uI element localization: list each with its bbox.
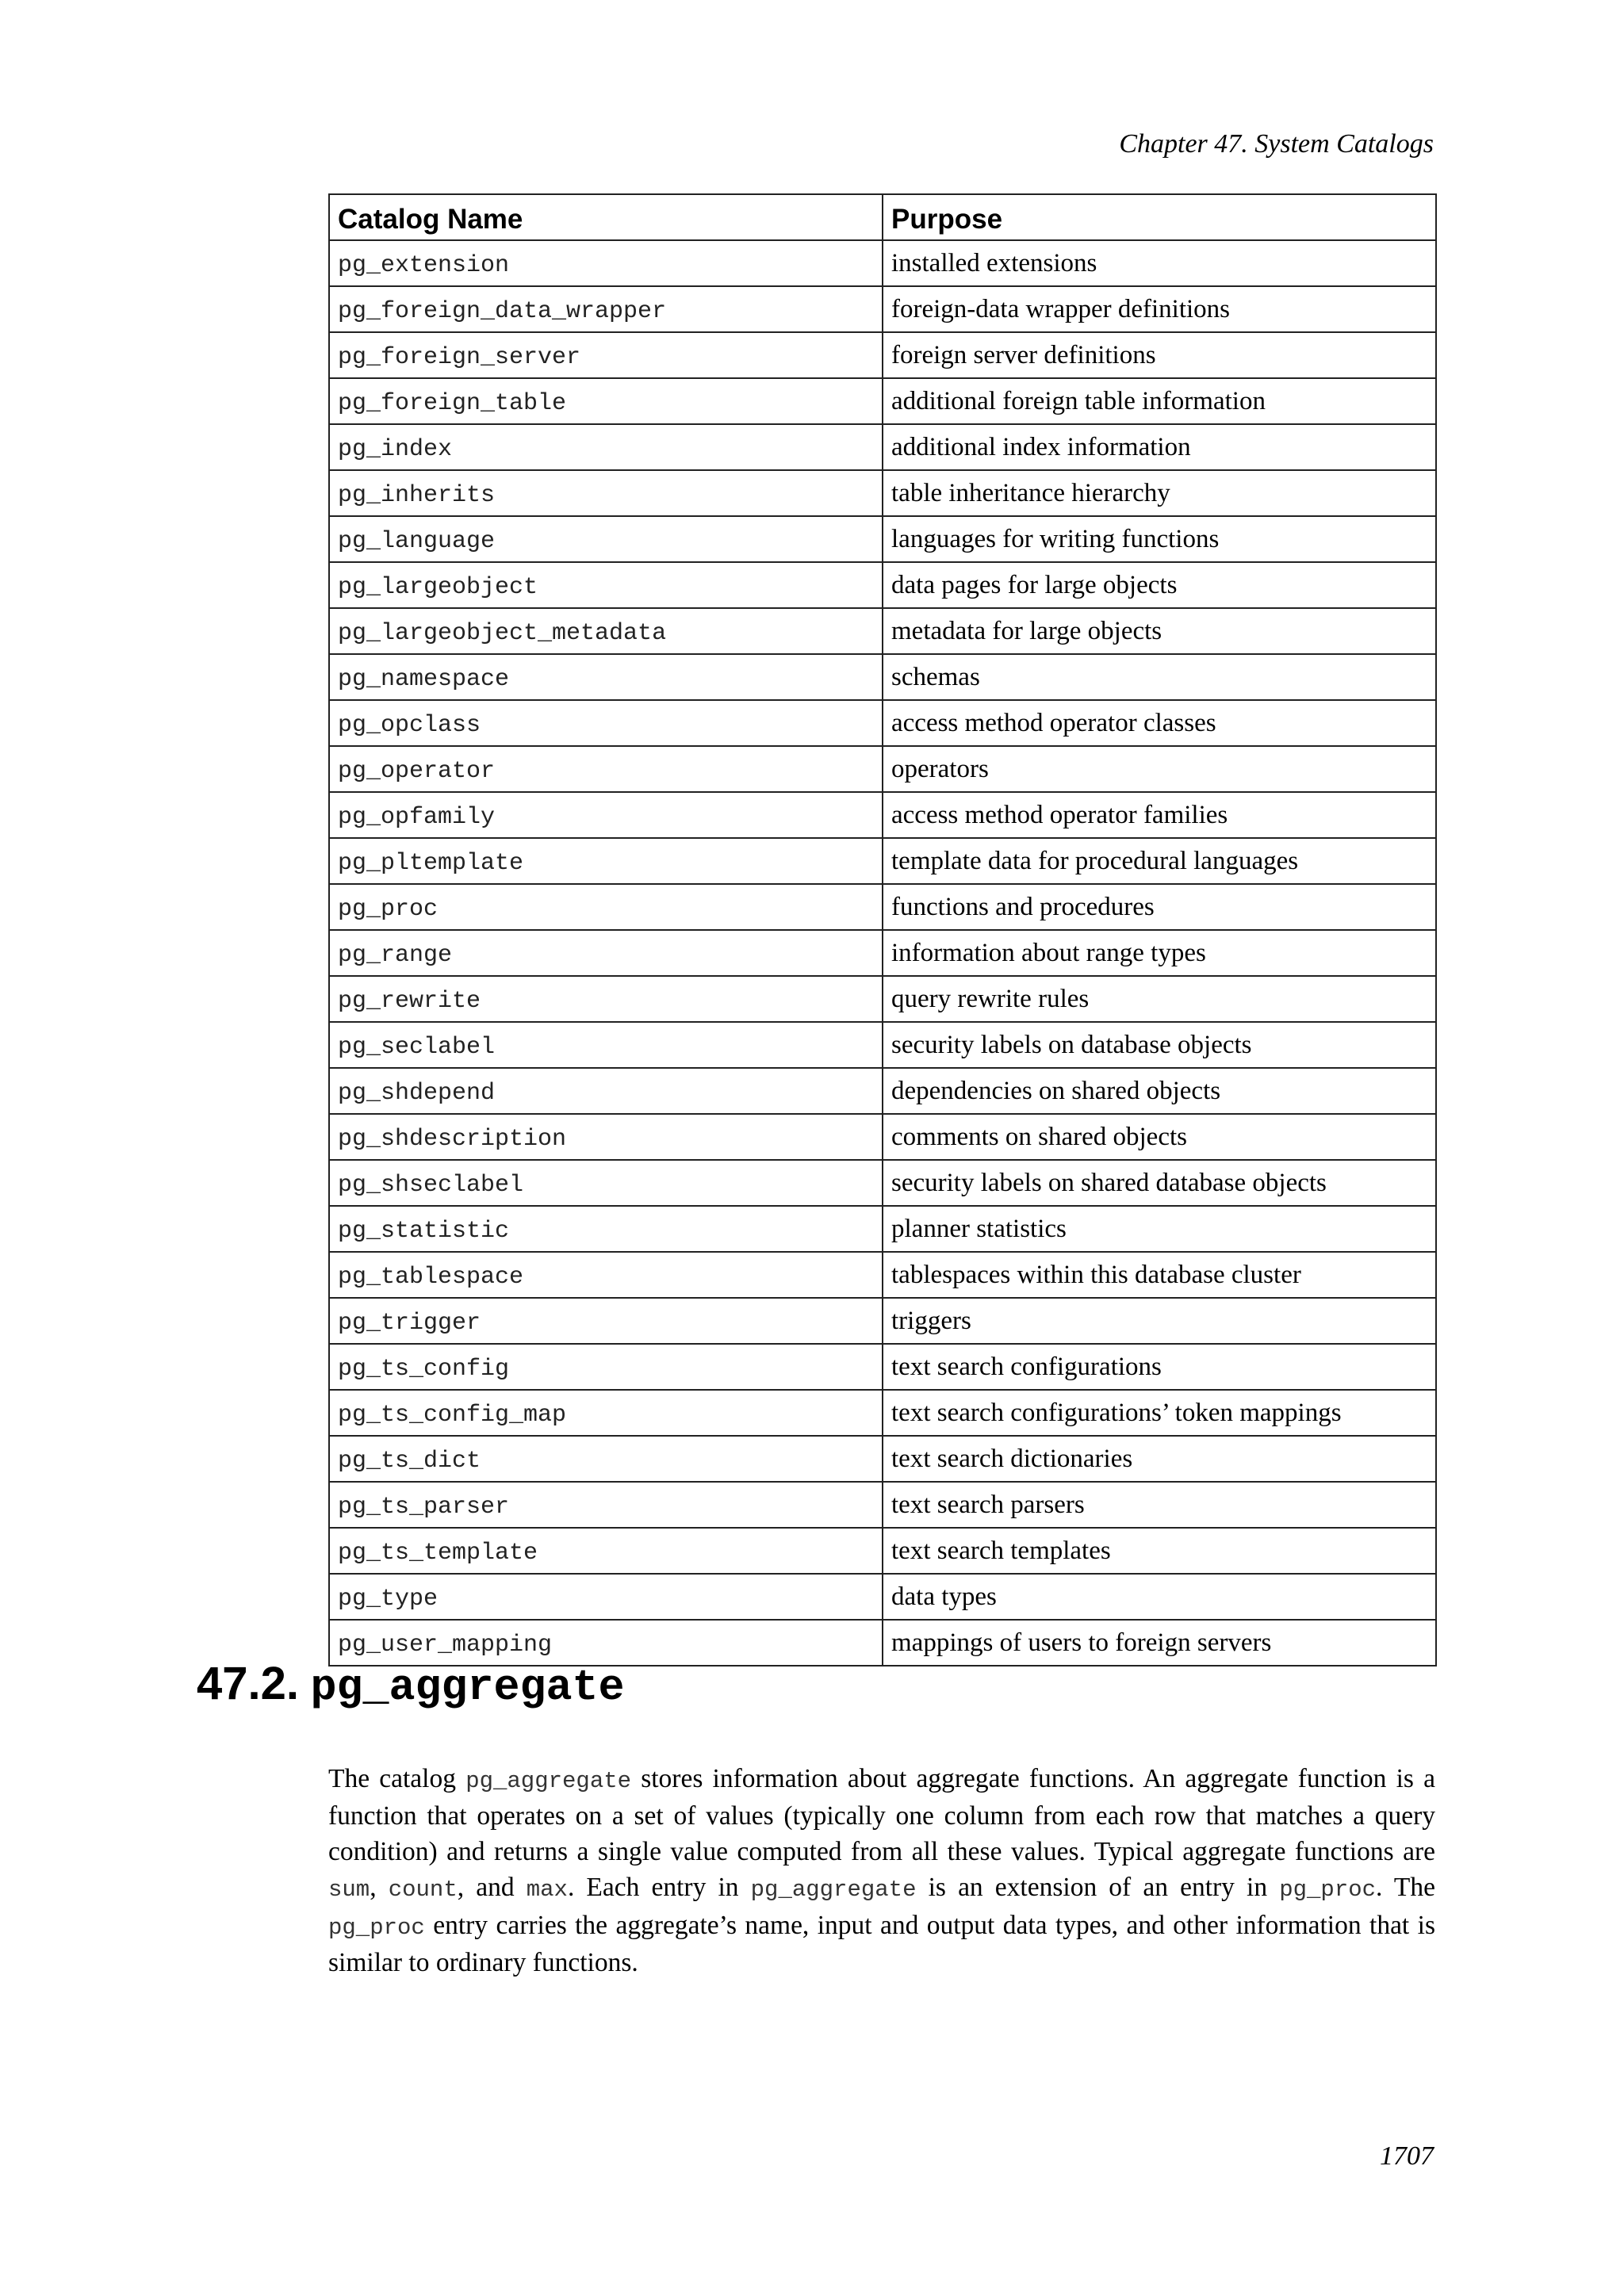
purpose-cell: triggers xyxy=(883,1298,1436,1344)
catalog-name-cell: pg_rewrite xyxy=(329,976,883,1022)
catalog-name-cell: pg_shdescription xyxy=(329,1114,883,1160)
catalog-name-cell: pg_seclabel xyxy=(329,1022,883,1068)
catalog-name-cell: pg_shdepend xyxy=(329,1068,883,1114)
catalog-name-cell: pg_language xyxy=(329,516,883,562)
table-row xyxy=(329,1390,1436,1436)
purpose-cell: additional foreign table information xyxy=(883,378,1436,424)
catalog-name-cell: pg_largeobject xyxy=(329,562,883,608)
purpose-cell: foreign server definitions xyxy=(883,332,1436,378)
table-body xyxy=(329,240,1436,1666)
table-row xyxy=(329,516,1436,562)
catalog-name-cell: pg_operator xyxy=(329,746,883,792)
table-row xyxy=(329,1436,1436,1482)
paragraph-text: The catalog xyxy=(328,1763,466,1793)
table-row xyxy=(329,1114,1436,1160)
inline-code: pg_aggregate xyxy=(465,1767,632,1794)
table-row xyxy=(329,654,1436,700)
table-row xyxy=(329,1482,1436,1528)
purpose-cell: text search templates xyxy=(883,1528,1436,1574)
paragraph-text: . Each entry in xyxy=(567,1872,751,1902)
catalog-name-cell: pg_opclass xyxy=(329,700,883,746)
table-row xyxy=(329,1160,1436,1206)
table-row xyxy=(329,240,1436,286)
purpose-cell: functions and procedures xyxy=(883,884,1436,930)
catalog-name-cell: pg_extension xyxy=(329,240,883,286)
purpose-cell: foreign-data wrapper definitions xyxy=(883,286,1436,332)
purpose-cell: template data for procedural languages xyxy=(883,838,1436,884)
catalog-name-cell: pg_user_mapping xyxy=(329,1620,883,1666)
catalog-name-cell: pg_ts_template xyxy=(329,1528,883,1574)
catalog-name-cell: pg_foreign_data_wrapper xyxy=(329,286,883,332)
inline-code: pg_aggregate xyxy=(750,1876,917,1903)
inline-code: pg_proc xyxy=(328,1914,425,1941)
section-heading xyxy=(197,1655,625,1716)
catalog-name-cell: pg_trigger xyxy=(329,1298,883,1344)
catalog-name-cell: pg_pltemplate xyxy=(329,838,883,884)
purpose-cell: data pages for large objects xyxy=(883,562,1436,608)
running-head: Chapter 47. System Catalogs xyxy=(1119,129,1434,159)
catalog-name-cell: pg_largeobject_metadata xyxy=(329,608,883,654)
purpose-cell: text search configurations xyxy=(883,1344,1436,1390)
table-header-row xyxy=(329,194,1436,240)
table-row xyxy=(329,884,1436,930)
purpose-cell: operators xyxy=(883,746,1436,792)
purpose-cell: security labels on database objects xyxy=(883,1022,1436,1068)
table-row xyxy=(329,470,1436,516)
catalog-name-cell: pg_range xyxy=(329,930,883,976)
table-row xyxy=(329,286,1436,332)
table-row xyxy=(329,976,1436,1022)
catalog-name-cell: pg_ts_parser xyxy=(329,1482,883,1528)
column-header-purpose: Purpose xyxy=(883,194,1436,240)
table-row xyxy=(329,838,1436,884)
purpose-cell: information about range types xyxy=(883,930,1436,976)
purpose-cell: text search configurations’ token mappings xyxy=(883,1390,1436,1436)
paragraph-text: , and xyxy=(457,1872,527,1902)
table-row xyxy=(329,792,1436,838)
section-number: 47.2. xyxy=(197,1658,299,1709)
section-title: pg_aggregate xyxy=(310,1663,625,1712)
purpose-cell: access method operator families xyxy=(883,792,1436,838)
catalog-name-cell: pg_ts_config xyxy=(329,1344,883,1390)
table-row xyxy=(329,608,1436,654)
catalog-name-cell: pg_ts_config_map xyxy=(329,1390,883,1436)
purpose-cell: languages for writing functions xyxy=(883,516,1436,562)
purpose-cell: installed extensions xyxy=(883,240,1436,286)
paragraph-text: is an extension of an entry in xyxy=(916,1872,1280,1902)
catalog-name-cell: pg_inherits xyxy=(329,470,883,516)
catalog-name-cell: pg_foreign_table xyxy=(329,378,883,424)
catalog-name-cell: pg_namespace xyxy=(329,654,883,700)
purpose-cell: query rewrite rules xyxy=(883,976,1436,1022)
paragraph-text: stores information about aggregate functions. An aggregate function is a function that operates on a set of values (typically one column from each row that matches a query condition) and returns a single value computed from all these values. Typical aggregate functions are xyxy=(328,1763,1435,1867)
table-row xyxy=(329,930,1436,976)
catalog-name-cell: pg_proc xyxy=(329,884,883,930)
purpose-cell: access method operator classes xyxy=(883,700,1436,746)
catalog-name-cell: pg_foreign_server xyxy=(329,332,883,378)
table-row xyxy=(329,1068,1436,1114)
paragraph-text: entry carries the aggregate’s name, input and output data types, and other information that is similar to ordinary functions. xyxy=(328,1910,1435,1978)
body-paragraph xyxy=(328,1762,1435,1982)
purpose-cell: dependencies on shared objects xyxy=(883,1068,1436,1114)
paragraph-text: , xyxy=(370,1872,389,1902)
table-row xyxy=(329,1574,1436,1620)
table-row xyxy=(329,1344,1436,1390)
table-row xyxy=(329,1206,1436,1252)
page-number: 1707 xyxy=(1380,2141,1434,2171)
purpose-cell: text search dictionaries xyxy=(883,1436,1436,1482)
purpose-cell: data types xyxy=(883,1574,1436,1620)
table-row xyxy=(329,378,1436,424)
table-row xyxy=(329,562,1436,608)
inline-code: max xyxy=(526,1876,568,1903)
catalog-name-cell: pg_shseclabel xyxy=(329,1160,883,1206)
purpose-cell: additional index information xyxy=(883,424,1436,470)
purpose-cell: schemas xyxy=(883,654,1436,700)
catalog-name-cell: pg_tablespace xyxy=(329,1252,883,1298)
catalog-name-cell: pg_statistic xyxy=(329,1206,883,1252)
inline-code: count xyxy=(388,1876,458,1903)
paragraph-text: . The xyxy=(1376,1872,1436,1902)
table-row xyxy=(329,1298,1436,1344)
catalog-table xyxy=(328,193,1437,1667)
purpose-cell: comments on shared objects xyxy=(883,1114,1436,1160)
table-row xyxy=(329,746,1436,792)
inline-code: sum xyxy=(328,1876,370,1903)
purpose-cell: tablespaces within this database cluster xyxy=(883,1252,1436,1298)
purpose-cell: metadata for large objects xyxy=(883,608,1436,654)
catalog-name-cell: pg_opfamily xyxy=(329,792,883,838)
purpose-cell: security labels on shared database objects xyxy=(883,1160,1436,1206)
table-row xyxy=(329,424,1436,470)
catalog-name-cell: pg_type xyxy=(329,1574,883,1620)
purpose-cell: table inheritance hierarchy xyxy=(883,470,1436,516)
inline-code: pg_proc xyxy=(1279,1876,1377,1903)
purpose-cell: text search parsers xyxy=(883,1482,1436,1528)
purpose-cell: mappings of users to foreign servers xyxy=(883,1620,1436,1666)
table-row xyxy=(329,332,1436,378)
catalog-name-cell: pg_ts_dict xyxy=(329,1436,883,1482)
table-row xyxy=(329,700,1436,746)
column-header-catalog-name: Catalog Name xyxy=(329,194,883,240)
catalog-name-cell: pg_index xyxy=(329,424,883,470)
table-row xyxy=(329,1252,1436,1298)
table-row xyxy=(329,1022,1436,1068)
purpose-cell: planner statistics xyxy=(883,1206,1436,1252)
table-row xyxy=(329,1528,1436,1574)
